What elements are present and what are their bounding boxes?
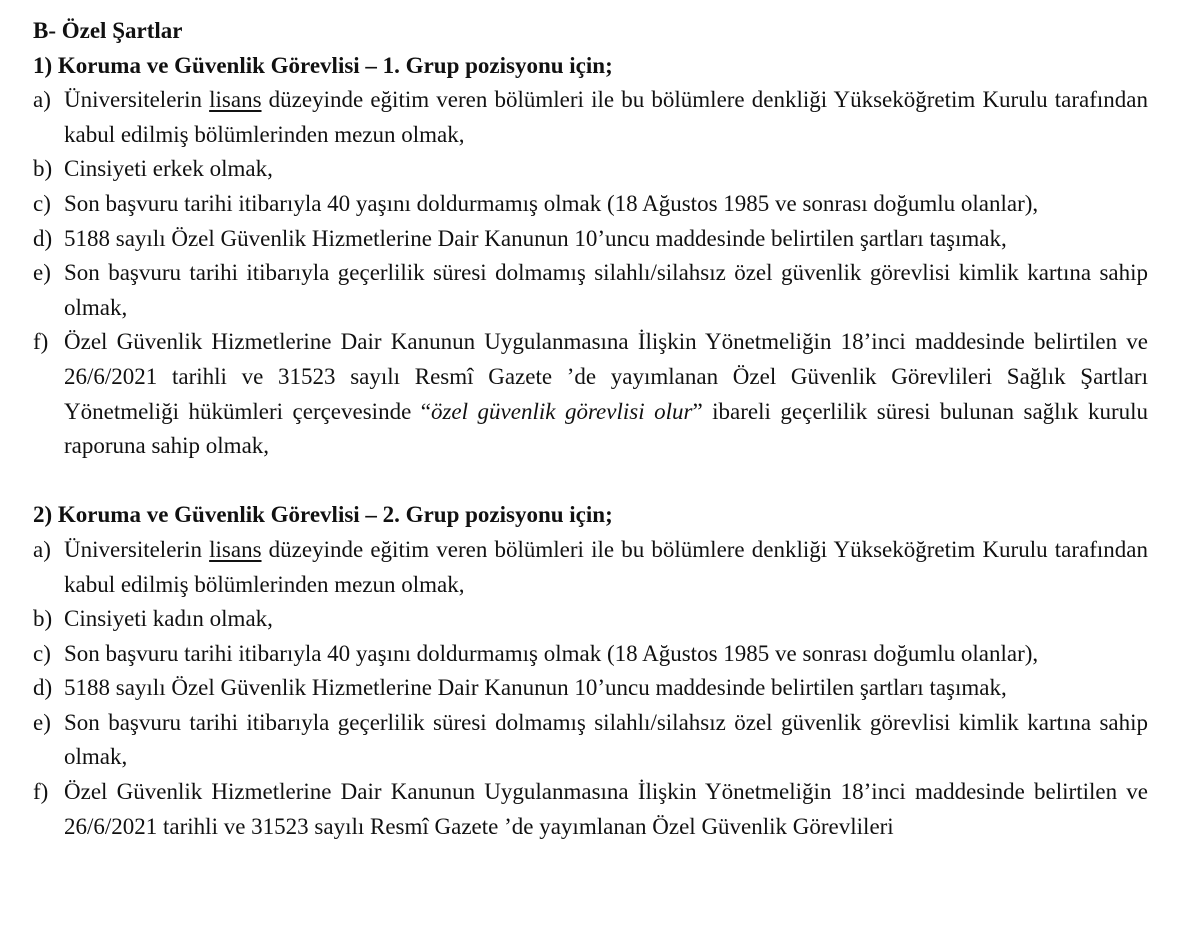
item-text-pre: Üniversitelerin <box>64 536 210 562</box>
item-text-post: düzeyinde eğitim veren bölümleri ile bu bölümlere denkliği Yükseköğretim Kurulu tarafından kabul edilmiş bölümlerinden mezun olmak, <box>64 536 1148 597</box>
item-text: Son başvuru tarihi itibarıyla 40 yaşını doldurmamış olmak (18 Ağustos 1985 ve sonrası doğumlu olanlar), <box>64 640 1039 666</box>
item-text: 5188 sayılı Özel Güvenlik Hizmetlerine Dair Kanunun 10’uncu maddesinde belirtilen şartları taşımak, <box>64 225 1007 251</box>
section-2-item-e <box>33 706 1148 775</box>
item-text: Son başvuru tarihi itibarıyla 40 yaşını doldurmamış olmak (18 Ağustos 1985 ve sonrası doğumlu olanlar), <box>64 190 1039 216</box>
item-text: Cinsiyeti erkek olmak, <box>64 156 273 182</box>
item-text: Cinsiyeti kadın olmak, <box>64 606 273 632</box>
section-2-item-f <box>33 775 1148 844</box>
item-text-underlined: lisans <box>209 87 262 113</box>
section-spacer <box>33 464 1148 499</box>
section-1-item-a <box>33 83 1148 152</box>
item-marker: f) <box>33 329 49 355</box>
section-1-item-c <box>33 187 1148 222</box>
item-marker: e) <box>33 709 51 735</box>
item-text-post: düzeyinde eğitim veren bölümleri ile bu bölümlere denkliği Yükseköğretim Kurulu tarafından kabul edilmiş bölümlerinden mezun olmak, <box>64 87 1148 147</box>
item-text: 5188 sayılı Özel Güvenlik Hizmetlerine Dair Kanunun 10’uncu maddesinde belirtilen şartları taşımak, <box>64 675 1007 701</box>
section-1-item-d <box>33 222 1148 257</box>
section-group-2 <box>33 498 1148 844</box>
section-2-item-b <box>33 602 1148 637</box>
item-text-pre: Üniversitelerin <box>64 87 210 113</box>
section-1-item-f <box>33 325 1148 463</box>
section-2-title: 2) Koruma ve Güvenlik Görevlisi – 2. Grup pozisyonu için; <box>33 502 613 528</box>
section-2-item-d <box>33 671 1148 706</box>
item-text: Son başvuru tarihi itibarıyla geçerlilik süresi dolmamış silahlı/silahsız özel güvenlik görevlisi kimlik kartına sahip olmak, <box>64 709 1148 770</box>
item-text-underlined: lisans <box>209 536 262 562</box>
item-marker: d) <box>33 225 53 251</box>
section-1-item-e <box>33 256 1148 325</box>
item-text-post: ” ibareli geçerlilik süresi bulunan sağlık kurulu raporuna sahip olmak, <box>64 398 1149 459</box>
section-heading: B- Özel Şartlar <box>33 18 183 43</box>
section-2-item-a <box>33 533 1148 602</box>
item-marker: c) <box>33 640 51 666</box>
item-marker: e) <box>33 260 51 286</box>
item-marker: a) <box>33 87 51 113</box>
item-marker: f) <box>33 779 49 805</box>
section-1-item-b <box>33 152 1148 187</box>
item-marker: d) <box>33 675 53 701</box>
section-group-1 <box>33 49 1148 464</box>
section-2-item-c <box>33 637 1148 672</box>
section-1-title: 1) Koruma ve Güvenlik Görevlisi – 1. Grup pozisyonu için; <box>33 52 613 78</box>
item-text-pre: Özel Güvenlik Hizmetlerine Dair Kanunun Uygulanmasına İlişkin Yönetmeliğin 18’inci maddesinde belirtilen ve 26/6/2021 tarihli ve 31523 sayılı Resmî Gazete ’de yayımlanan Özel Güvenlik Görevlileri Sağlık Şartları Yönetmeliği hükümleri çerçevesinde “ <box>64 329 1148 424</box>
item-text: Son başvuru tarihi itibarıyla geçerlilik süresi dolmamış silahlı/silahsız özel güvenlik görevlisi kimlik kartına sahip olmak, <box>64 260 1148 320</box>
item-marker: b) <box>33 606 53 632</box>
item-text-italic: özel güvenlik görevlisi olur <box>430 398 693 424</box>
item-text: Özel Güvenlik Hizmetlerine Dair Kanunun Uygulanmasına İlişkin Yönetmeliğin 18’inci maddesinde belirtilen ve 26/6/2021 tarihli ve 31523 sayılı Resmî Gazete ’de yayımlanan Özel Güvenlik Görevlileri <box>64 779 1148 839</box>
item-marker: b) <box>33 156 53 182</box>
item-marker: c) <box>33 190 51 216</box>
item-marker: a) <box>33 536 51 562</box>
